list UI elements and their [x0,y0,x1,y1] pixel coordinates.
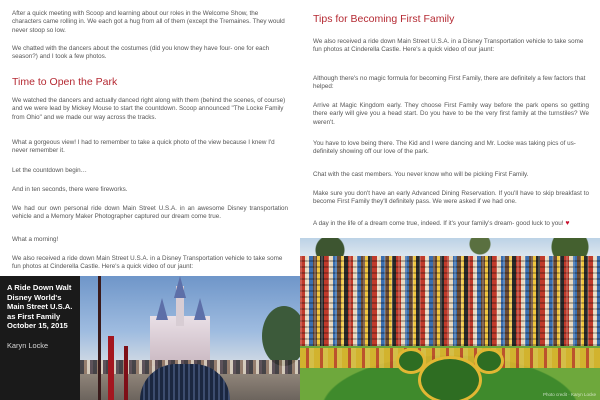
photo-credit: Photo credit · Karyn Locke [542,392,596,397]
paragraph: Make sure you don't have an early Advanced Dining Reservation. If you'll have to skip breakfast to become First Family they'll definitely pass. We were asked if we had one. [313,190,589,206]
section-heading: Time to Open the Park [12,76,118,88]
post-title-card [0,276,80,400]
photo-pole [98,276,101,400]
heart-icon: ♥ [565,220,570,227]
paragraph: Arrive at Magic Kingdom early. They choose First Family way before the park opens so getting there early will give you a head start. Do you have to be the very first family at the turnstiles? We weren't. [313,102,589,126]
mickey-flower-bed [418,356,482,400]
castle-roof [156,298,168,320]
vehicle-rail [108,336,114,400]
paragraph: Although there's no magic formula for becoming First Family, there are definitely a few factors that helped: [313,75,586,91]
post-author: Karyn Locke [7,340,49,350]
photo-tree [262,306,300,366]
paragraph: We had our own personal ride down Main Street U.S.A. in an awesome Disney transportation vehicle and a Memory Maker Photographer captured our dream come true. [12,205,288,221]
paragraph: We also received a ride down Main Street U.S.A. in a Disney Transportation vehicle to take some fun photos at Cinderella Castle. Here's a quick video of our jaunt: [313,38,584,54]
crowd-photo [300,238,600,400]
paragraph: After a quick meeting with Scoop and learning about our roles in the Welcome Show, the characters came rolling in. We each got a hug from all of them (except the Tremaines. They would never stoop so low. [12,10,285,34]
paragraph-with-heart [313,220,589,228]
paragraph: Chat with the cast members. You never know who will be picking First Family. [313,171,529,178]
mickey-flower-ear [396,348,426,374]
paragraph: What a morning! [12,236,59,243]
section-heading: Tips for Becoming First Family [313,13,455,25]
paragraph-text: A day in the life of a dream come true, indeed. If it's your family's dream- good luck to you! [313,220,564,227]
paragraph: Let the countdown begin… [12,167,87,174]
mickey-flower-ear [474,348,504,374]
paragraph: We chatted with the dancers about the costumes (did you know they have four- one for each season?) and I took a few photos. [12,45,270,61]
paragraph: What a gorgeous view! I had to remember to take a quick photo of the view because I knew I'd never remember it. [12,139,275,155]
castle-roof [174,276,186,298]
paragraph: We watched the dancers and actually danced right along with them (behind the scenes, of course) and we were lead by Mickey Mouse to start the countdown. Scoop announced "The Locke Family from Ohio" and we made our way across the tracks. [12,97,286,121]
photo-crowd [300,256,600,352]
paragraph: You have to love being there. The Kid and I were dancing and Mr. Locke was taking pics of us- definitely showing off our love of the park. [313,140,576,156]
post-title: A Ride Down Walt Disney World's Main Street U.S.A. as First Family October 15, 2015 [7,283,73,331]
castle-roof [194,298,206,320]
paragraph: And in ten seconds, there were fireworks. [12,186,128,193]
paragraph: We also received a ride down Main Street U.S.A. in a Disney Transportation vehicle to take some fun photos at Cinderella Castle. Here's a quick video of our jaunt: [12,255,283,271]
vehicle-rail [124,346,128,400]
